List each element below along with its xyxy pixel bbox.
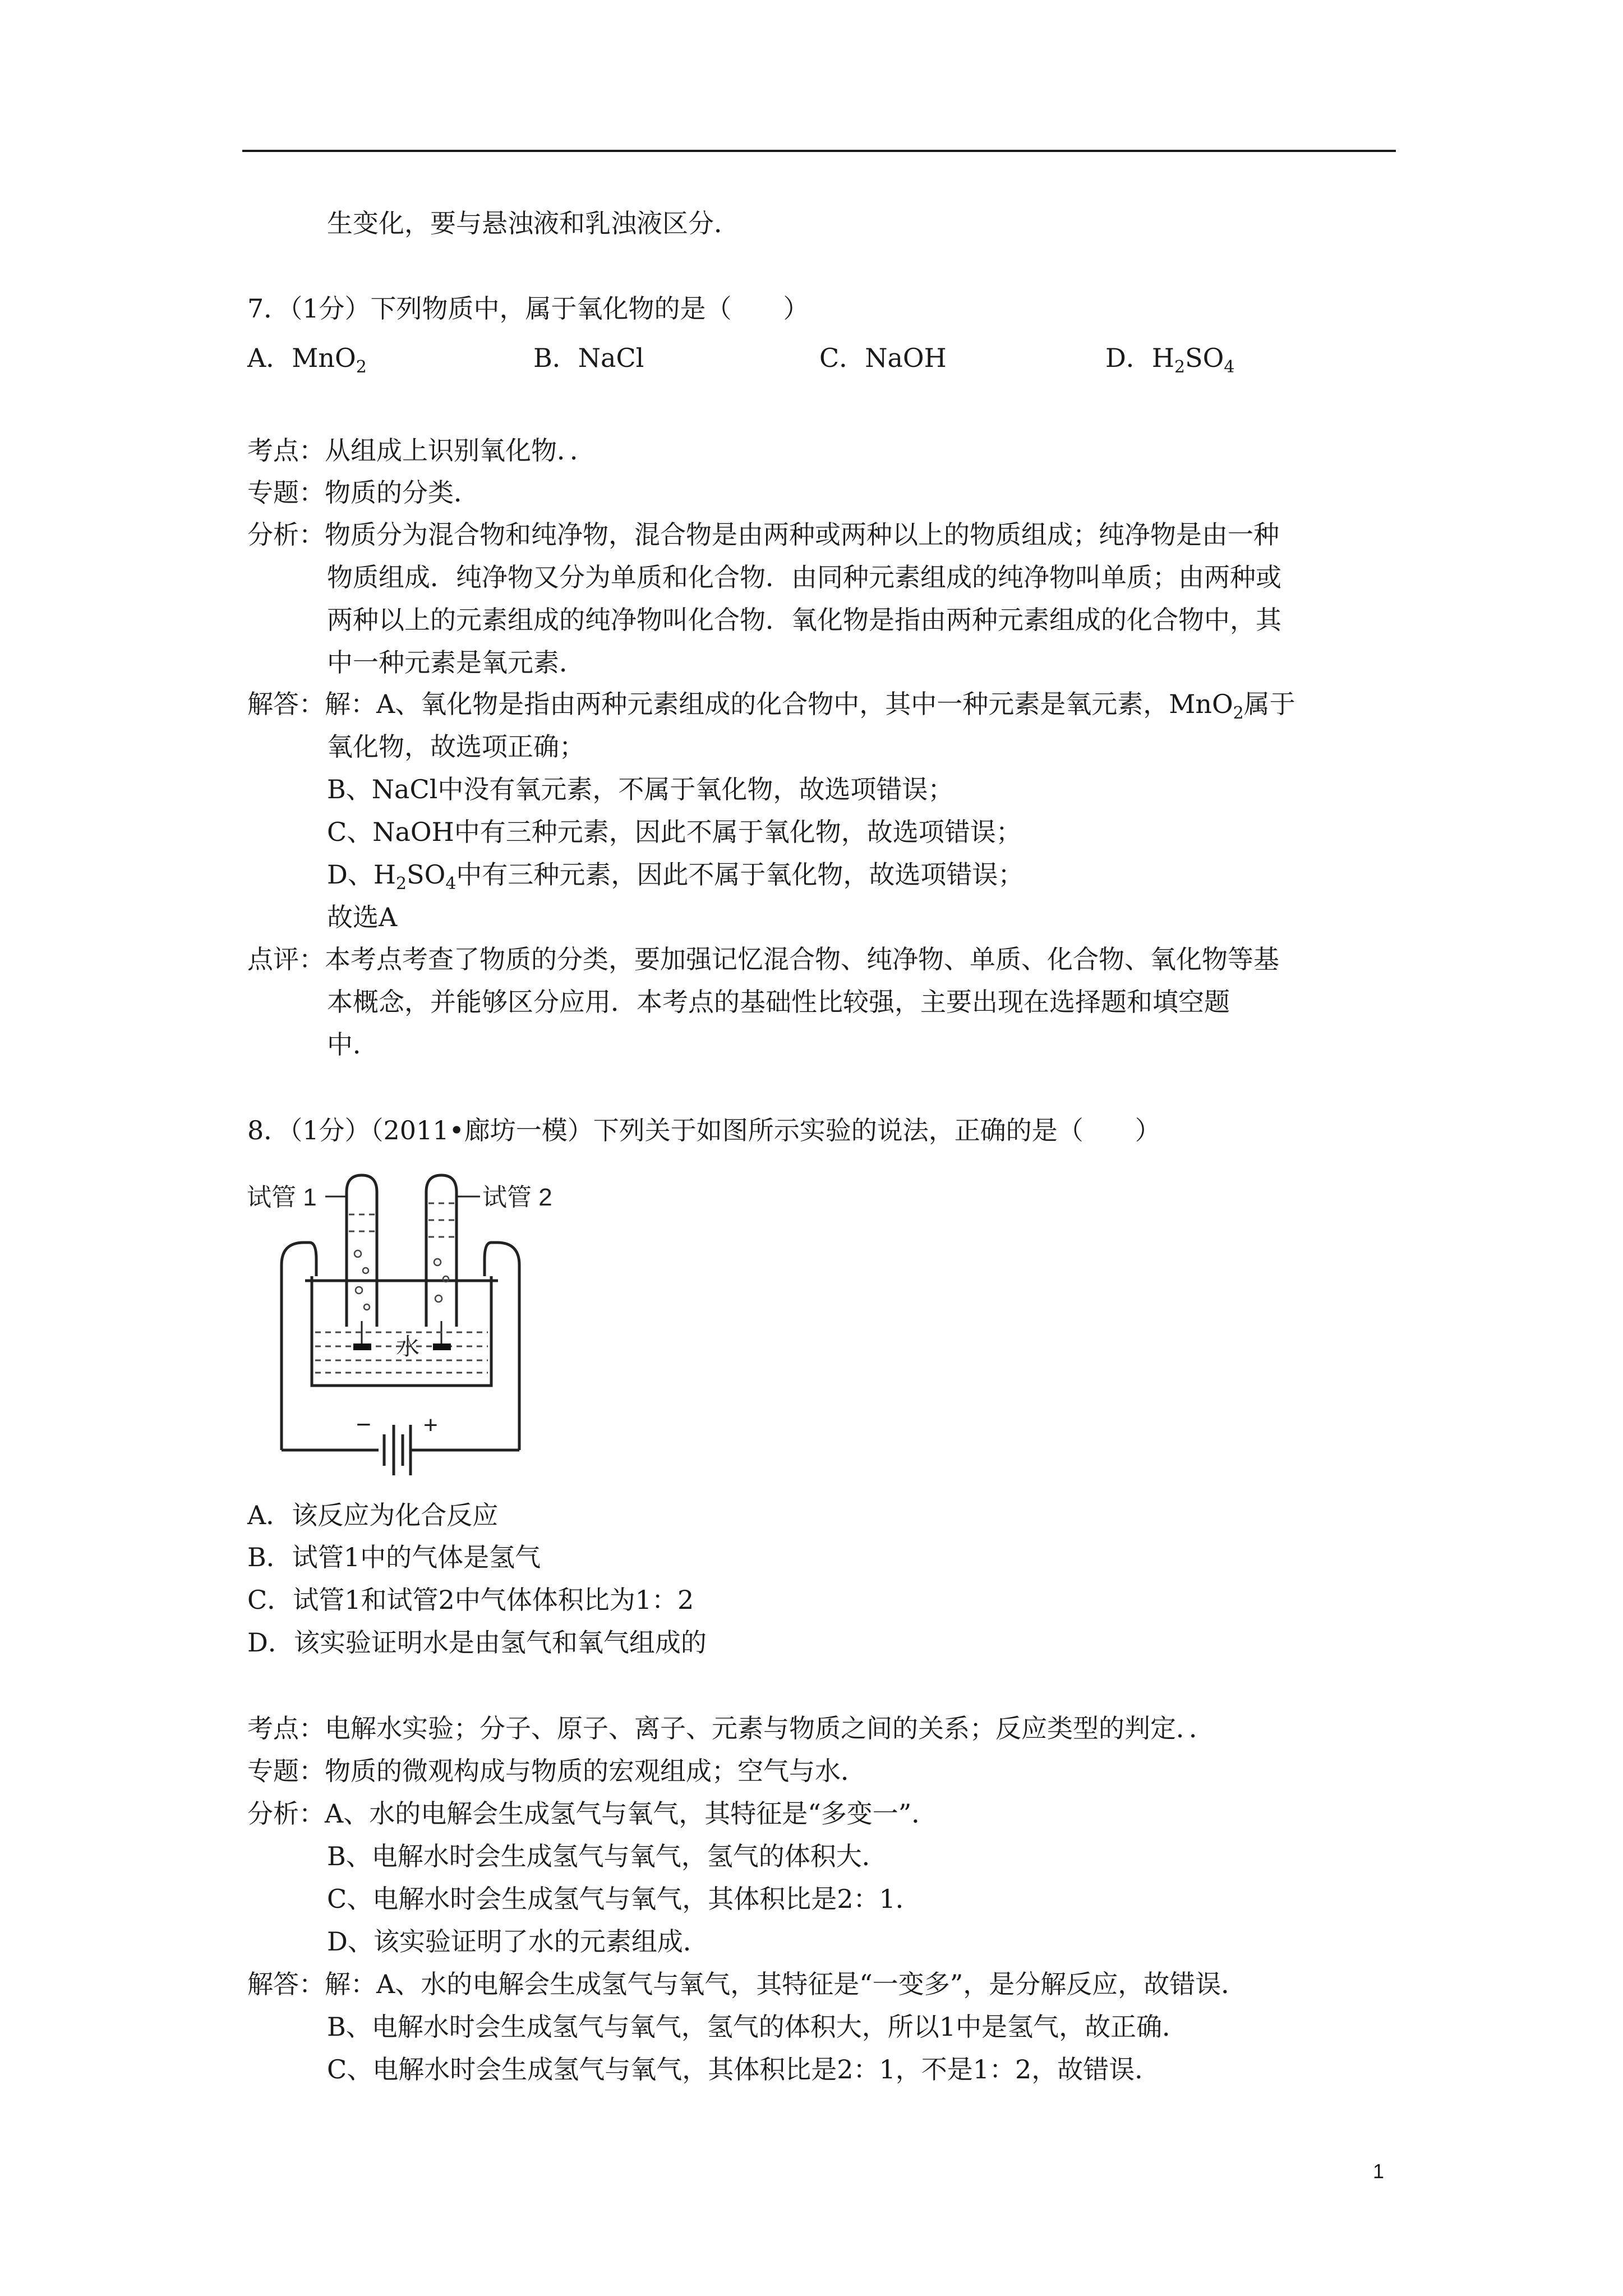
q7-fenxi-line: 分析：物质分为混合物和纯净物，混合物是由两种或两种以上的物质组成；纯净物是由一种 — [247, 519, 1279, 550]
q7-dianping-line: 本概念，并能够区分应用．本考点的基础性比较强，主要出现在选择题和填空题 — [327, 987, 1230, 1017]
q7-answer: 故选A — [327, 902, 398, 932]
q7-jieda-line: D、$H_2SO_4$中有三种元素，因此不属于氧化物，故选项错误； — [327, 859, 1024, 894]
q7-dianping-line: 点评：本考点考查了物质的分类，要加强记忆混合物、纯净物、单质、化合物、氧化物等基 — [247, 944, 1279, 974]
q7-option-c: C．NaOH — [819, 343, 947, 373]
q8-stem: 8．（1分）（2011•廊坊一模）下列关于如图所示实验的说法，正确的是（ ） — [247, 1115, 1161, 1145]
electrolysis-figure — [247, 1170, 583, 1484]
tube2-label: 试管 2 — [482, 1184, 552, 1211]
tube1-label: 试管 1 — [247, 1184, 317, 1211]
continuation-text: 生变化，要与悬浊液和乳浊液区分． — [327, 208, 740, 238]
q8-option-d: D．该实验证明水是由氢气和氧气组成的 — [247, 1627, 707, 1658]
q7-jieda-line: 氧化物，故选项正确； — [327, 731, 585, 762]
header-rule — [242, 150, 1396, 152]
q7-jieda-line: B、NaCl中没有氧元素，不属于氧化物，故选项错误； — [327, 774, 954, 804]
q8-kaodian: 考点：电解水实验；分子、原子、离子、元素与物质之间的关系；反应类型的判定．． — [247, 1713, 1215, 1743]
q7-jieda-line: C、NaOH中有三种元素，因此不属于氧化物，故选项错误； — [327, 817, 1022, 847]
q8-fenxi-line: C、电解水时会生成氢气与氧气，其体积比是2：1． — [327, 1884, 921, 1914]
q8-fenxi-line: 分析：A、水的电解会生成氢气与氧气，其特征是“多变一”． — [247, 1798, 938, 1829]
q7-option-a: A．MnO$_2$ — [247, 343, 367, 377]
q7-dianping-line: 中． — [327, 1029, 379, 1060]
q7-jieda-line: 解答：解：A、氧化物是指由两种元素组成的化合物中，其中一种元素是氧元素，MnO$_2$属于 — [247, 689, 1295, 723]
q8-fenxi-line: D、该实验证明了水的元素组成． — [327, 1926, 709, 1957]
plus-sign: + — [423, 1411, 438, 1439]
page-number: 1 — [1373, 2160, 1385, 2183]
q7-fenxi-line: 中一种元素是氧元素． — [327, 647, 585, 678]
q8-jieda-line: B、电解水时会生成氢气与氧气，氢气的体积大，所以1中是氢气，故正确． — [327, 2012, 1188, 2042]
water-label: 水 — [396, 1333, 420, 1360]
q7-fenxi-line: 物质组成．纯净物又分为单质和化合物．由同种元素组成的纯净物叫单质；由两种或 — [327, 562, 1281, 592]
q8-option-a: A．该反应为化合反应 — [247, 1500, 499, 1530]
q8-option-c: C．试管1和试管2中气体体积比为1：2 — [247, 1585, 694, 1615]
q7-option-b: B．NaCl — [533, 343, 644, 373]
q8-jieda-line: C、电解水时会生成氢气与氧气，其体积比是2：1，不是1：2，故错误． — [327, 2054, 1161, 2085]
q7-kaodian: 考点：从组成上识别氧化物．． — [247, 435, 596, 466]
q7-option-d: D．$H_2SO_4$ — [1105, 343, 1235, 377]
q8-zhuanti: 专题：物质的微观构成与物质的宏观组成；空气与水． — [247, 1756, 866, 1786]
q8-jieda-line: 解答：解：A、水的电解会生成氢气与氧气，其特征是“一变多”，是分解反应，故错误． — [247, 1969, 1247, 1999]
q7-zhuanti: 专题：物质的分类． — [247, 477, 479, 508]
minus-sign: − — [356, 1410, 371, 1439]
q8-option-b: B．试管1中的气体是氢气 — [247, 1542, 541, 1572]
q7-stem: 7．（1分）下列物质中，属于氧化物的是（ ） — [247, 293, 809, 324]
q8-fenxi-line: B、电解水时会生成氢气与氧气，氢气的体积大． — [327, 1841, 888, 1871]
q7-fenxi-line: 两种以上的元素组成的纯净物叫化合物．氧化物是指由两种元素组成的化合物中，其 — [327, 605, 1281, 635]
